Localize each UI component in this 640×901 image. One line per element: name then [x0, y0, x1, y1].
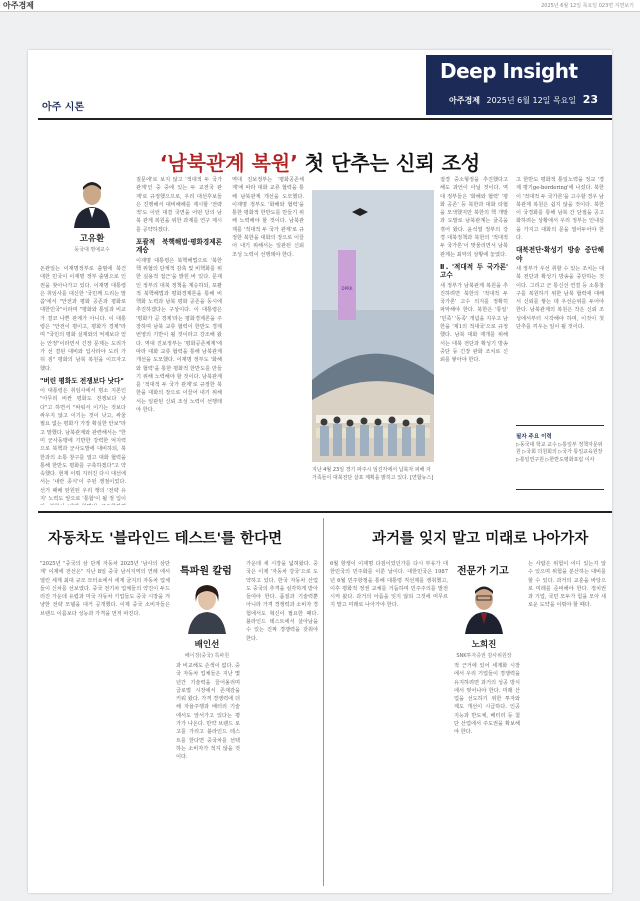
top-rule — [38, 118, 612, 120]
col4-text2: 새 정부가 우선 취할 수 있는 조치는 대북 전단과 확성기 방송을 중단하는 것이다. 그리고 군 통신선 연결 등 소통창구를 복원하기 위한 남북 협력에 대해서 신뢰를 쌓는 데 우선순위를 두어야 한다. 남북관계의 복원은 작은 신뢰 조성에서부터 시작해야 하며, 이것이 첫 단추를 끼우는 일이 될 것이다. — [516, 265, 604, 331]
headline-quote: ‘남북관계 복원’ — [159, 151, 298, 175]
right-author-role: SNK투자증권 감사위원장 — [456, 653, 512, 659]
person-icon — [462, 582, 506, 634]
author-role: 동국대 명예교수 — [74, 247, 110, 253]
banner-meta — [449, 93, 598, 106]
section-title: 아주 시론 — [42, 102, 85, 113]
article-column-5 — [516, 176, 604, 420]
vertical-divider — [323, 518, 324, 886]
page-number: 23 — [582, 93, 598, 106]
article-column-1 — [40, 265, 126, 505]
left-col-b-text: 과 비교해도 손색이 없다. 중국 자동차 업체들은 지난 몇 년간 기술력을 끌어올리며 글로벌 시장에서 존재감을 키워 왔다. 가격 경쟁력에 더해 자율주행과 배터리 기술에서도 앞서가고 있다는 평가가 나온다. 만약 브랜드 로고를 가리고 블라인드 테스트를 한다면 중국차를 선택하는 소비자가 적지 않을 것이다. — [176, 663, 240, 761]
right-headline: 과거를 잊지 말고 미래로 나아가자 — [372, 531, 589, 547]
edition-info: 2025년 6월 12일 목요일 023면 지면보기 — [541, 3, 634, 9]
profile-box-text: ▷동국대 학교 교수 ▷통일부 정책자문위원 ▷국회 의원회의 ▷국가 통일교육원장 ▷통일연구원 ▷한반도평화포럼 이사 — [516, 442, 603, 463]
col1-text: 돈관일는 이재명정부로 출범에 북건 대한 민국이 이재명 정부 출범으로 인권을 찾아나가고 있다. 이재명 대통령은 취임사를 대신한 '국민께 드리는 말씀'에서 "안전과 평화 공존과 평화로 대한민국"이라며 "평화와 통일과 비교가 결코 나쁜 관계가 아니다. 이 대통령은 "안전이 평이고, 평화가 경제"라며 "국민의 평화 실재와의 억제보다 얻는 안정"이라면서 긴장 문제는 도리가 가 선 결된 대비와 입사라야 도리 가 뒤 짐" 평화의 남북 복원을 이끄자고 했다. — [40, 266, 126, 372]
right-col-c-text: 는 사람은 위험이 어디 있는지 알 수 있으며 위험을 분산하는 대비를 할 수 있다. 과거의 교훈을 바탕으로 미래를 준비해야 한다. 정치권과 기업, 국민 모두가 힘을 모아 새로운 도약을 이뤄야 할 때다. — [528, 561, 606, 609]
col3-text: 접경 중소형정을 추진했다고 해도 과언이 아닐 것이다. 역대 정부들은 '화해와 협력' '평화 공존' 등 북한과 대화 타협을 모색했지만 북한의 핵 개발과 도발로 남북관계는 굴곡을 겪어 왔다. 윤석열 정부의 강경 대북정책과 북한의 '적대적 두 국가론'이 맞물리면서 남북관계는 최악의 상황에 놓였다. — [440, 177, 508, 258]
deep-insight-banner — [426, 55, 612, 115]
news-photo — [312, 190, 434, 462]
photo-scene — [312, 190, 434, 462]
photo-caption: 지난 4월 23일 경기 파주시 임진각에서 납북자 피해 자 가족들이 대북전단 살포 계획을 밝히고 있다. [연합뉴스] — [312, 467, 434, 481]
right-column-a — [330, 560, 448, 886]
middle-rule — [38, 511, 612, 513]
right-author-name: 노희진 — [471, 640, 497, 650]
left-author-role: 베이징(중국) 특파원 — [184, 653, 230, 659]
article-column-4 — [440, 176, 508, 504]
col2-subhead: 포괄적 북핵해법·평화경제론 계승 — [136, 238, 222, 255]
col1-text3: 현재 이뤄 지러진 다시 대선에서는 '내란 종식'이 주된 쟁점이었다. 선거 패배 탄원된 우리 행의 '전략 유지' 노력도 앞으로 '통합'이 될 정 입이 — [40, 471, 126, 503]
top-strip — [0, 0, 640, 12]
left-author-portrait — [185, 582, 229, 634]
col3-subhead: Ⅱ. '적대적 두 국가론' 고수 — [440, 262, 508, 280]
banner-paper: 아주경제 — [449, 96, 480, 105]
right-col-a-text: 6월 항쟁이 이재명 다짐이었던가를 다시 부유가 대한민국의 민주화를 이룬 날이다. 대한민국은 1987년 6월 민주항쟁을 통해 대통령 직선제를 쟁취했고, 이후 평화적 정권 교체를 거듭하며 민주주의를 발전시켜 왔다. 과거의 아픔을 잊지 않되 그것에 머무르지 말고 미래로 나아가야 한다. — [330, 561, 448, 609]
left-column-c — [246, 560, 318, 886]
left-column-b — [176, 662, 240, 886]
left-column-tag: 특파원 칼럼 — [180, 566, 232, 577]
col2-text3: 역대 진보정부는 '평화공존체계'에 따라 대화 교류 협력을 통해 남북관계 개선을 도모했다. 이재명 정부도 '화해와 협력'을 통한 평화적 한반도를 만들기 위해 노력해야 할 것이다. 남북관계를 '적대적 두 국가 관계'로 규정한 북한을 대화의 장으로 이끌어 내기 위해서는 일관된 신뢰 조성 노력이 선행돼야 한다. — [136, 340, 222, 414]
right-author-portrait — [462, 582, 506, 634]
right-column-b — [454, 662, 520, 886]
col2-text2: 이재명 대통령은 북핵해법으로 '북한 핵 위협의 단계적 감축 및 비핵화를 위한 실용적 접근'을 밝힌 바 있다. 문재인 정부의 대북 정책을 계승하되, 포괄적 북핵해법과 평화경제론을 통해 비핵화 노력과 남북 평화 공존을 동시에 추진하겠다는 구상이다. 이 대통령은 '평화가 곧 경제'라는 평화경제론을 주장하며 남북 교류 협력이 한반도 경제 번영의 기반이 될 것이라고 강조해 왔다. — [136, 257, 222, 347]
col4-subhead: 대북전단·확성기 방송 중단해야 — [516, 246, 604, 263]
article-column-3 — [232, 176, 304, 504]
left-column-a — [40, 560, 170, 886]
author-byline — [62, 232, 122, 253]
right-column-tag: 전문가 기고 — [457, 566, 509, 577]
col2-text: 질문에'로 보지 않고 '적대적 두 국가관계'인 중 중에 있는 두 교전국 관계'로 규정했으므로, 우리 대선후보들은 진행해서 대비해해를 제시할 '전략적'도 이런 대결 국면을 어떤 당의 남북 관계 복원을 위한 과제를 연구 제시를 공약하겠다. — [136, 177, 222, 233]
balloon-label: DPRK — [341, 286, 353, 291]
main-headline — [28, 147, 612, 176]
left-col-c-text: 가운데 새 시장을 넓혀왔다. 중국은 이제 '자동차 강국'으로 도약하고 있다. 한국 자동차 산업도 중국의 추격을 심각하게 받아들여야 한다. 품질과 기술력뿐 아니라 가격 경쟁력과 소비자 경험에서도 혁신이 필요한 때다. 블라인드 테스트에서 살아남을 수 있는 진짜 경쟁력을 갖춰야 한다. — [246, 561, 318, 642]
right-column-c — [528, 560, 606, 886]
author-name: 고유환 — [79, 234, 105, 244]
author-profile-box — [516, 425, 604, 490]
left-headline: 자동차도 '블라인드 테스트'를 한다면 — [48, 531, 283, 547]
col1-subhead: "버린 평화도 전쟁보다 낫다" — [40, 376, 124, 385]
right-author-byline — [446, 638, 522, 659]
col4-text: 고 한반도 평화적 통일노력을 정교 '경제 평기ge-bordering'에 나섰다. 북한이 '적대적 두 국가론'을 고수할 경우 남북관계 복원은 쉽지 않을 것이다. 북한이 국경화를 통해 남북 간 단절을 공고화하려는 상황에서 우리 정부는 인내심을 가지고 대화의 문을 열어두어야 한다. — [516, 177, 604, 242]
right-col-b-text: 적 근거에 있어 세계화 시장에서 우리 기업들이 경쟁력을 유지하려면 과거의 성공 방식에서 벗어나야 한다. 미래 산업을 선도하기 위한 투자와 제도 개선이 시급하다. 인공지능과 반도체, 배터리 등 첨단 산업에서 주도권을 확보해야 한다. — [454, 663, 520, 736]
col3-text2: 새 정부가 남북관계 복원을 추진하려면 북한의 '적대적 두 국가론' 고수 의지를 정확히 파악해야 한다. 북한은 '통일' '민족' '동족' 개념을 지우고 남한을 '제1의 적대국'으로 규정했다. 남북 대화 재개를 위해서는 대북 전단과 확성기 방송 중단 등 긴장 완화 조치로 신뢰를 쌓아야 한다. — [440, 282, 508, 364]
author-portrait — [72, 178, 112, 228]
col2b-text: 역대 진보정부는 '평화공존체계'에 따라 대화 교류 협력을 통해 남북관계 개선을 도모했다. 이재명 정부도 '화해와 협력'을 통한 평화적 한반도를 만들기 위해 노력해야 할 것이다. 남북관계를 '적대적 두 국가 관계'로 규정한 북한을 대화의 장으로 이끌어 내기 위해서는 일관된 신뢰 조성 노력이 선행돼야 한다. — [232, 177, 304, 258]
left-col-a-text: "2025년 "중국의 삼 단계 자동차 2025년 '남사의 삼단계' 이제에 전선은" 지난 8일 중국 남서지역의 연례 에서 열린 세계 최대 규모 모터쇼에서 세계 굴지의 자동차 업체들이 신차를 선보였다. 중국 전기차 업체들의 약진이 두드러진 가운데 유럽과 미국 자동차 기업들도 중국 시장을 겨냥한 전략 모델을 대거 공개했다. 이제 중국 소비자들은 브랜드 이름보다 성능과 가격을 먼저 따진다. — [40, 561, 170, 617]
publication-name: 아주경제 — [3, 1, 34, 10]
left-author-name: 배인선 — [194, 640, 220, 650]
left-author-byline — [172, 638, 242, 659]
article-column-2 — [136, 176, 222, 504]
headline-rest: 첫 단추는 신뢰 조성 — [297, 151, 481, 175]
person-icon — [72, 178, 112, 228]
col1-text2: 이 대통령은 취임사에서 평소 지론인 "아무리 비싼 평화도 전쟁보다 낫다"고 하면서 "싸워서 이기는 것보다 싸우지 않고 이기는 것이 낫고, 싸울 필요 없는 평화가 가장 확실한 안보"라고 말했다. 남북관계와 관련해서는 "한미 군사동맹에 기반한 강력한 억지력으로 북핵과 군사도발에 대비하되, 북한과의 소통 창구를 열고 대화 협력을 통해 한반도 평화를 구축하겠다"고 약속했다. — [40, 388, 126, 478]
banner-date: 2025년 6월 12일 목요일 — [486, 96, 577, 105]
banner-title: Deep Insight — [440, 59, 578, 83]
person-icon — [185, 582, 229, 634]
profile-box-title: 필자 주요 이력 — [516, 434, 552, 440]
